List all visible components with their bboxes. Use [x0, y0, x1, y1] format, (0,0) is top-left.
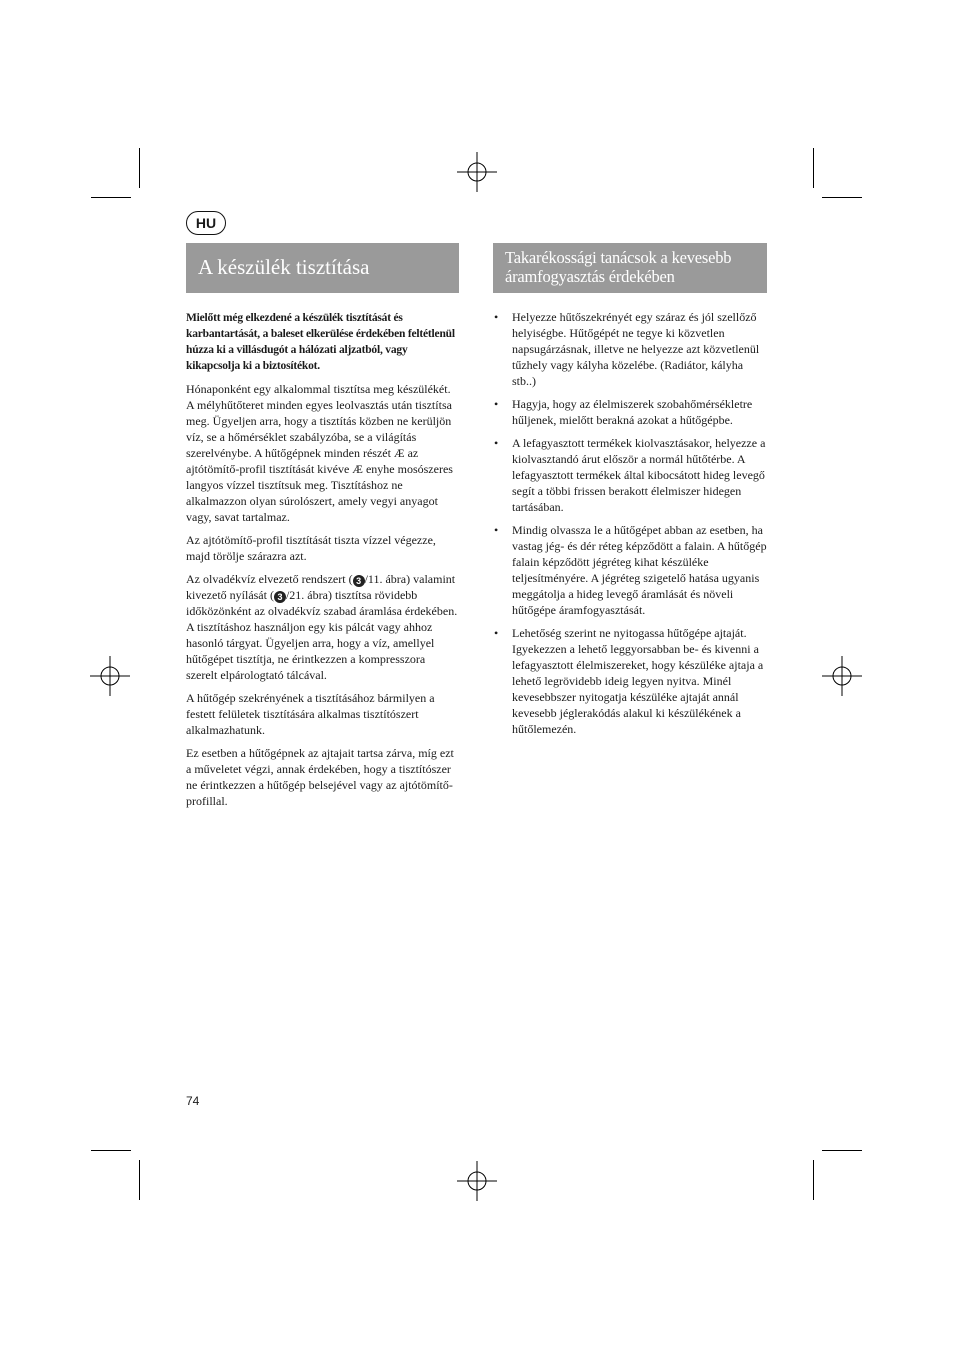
bullet-icon: •	[494, 436, 499, 450]
page-number: 74	[186, 1094, 200, 1108]
registration-mark-icon	[457, 1161, 497, 1201]
paragraph: Ez esetben a hűtőgépnek az ajtajait tartsa zárva, míg ezt a műveletet végzi, annak érdekében, hogy a tisztítószer ne érintkezzen a hűtőgép belsejével vagy az ajtótömítő-profillal.	[186, 746, 454, 808]
list-item	[494, 396, 767, 428]
crop-mark	[91, 1150, 131, 1151]
registration-mark-icon	[457, 152, 497, 192]
saving-tips-column	[494, 309, 767, 744]
bullet-icon: •	[494, 397, 499, 411]
safety-warning: Mielőtt még elkezdené a készülék tisztítását és karbantartását, a baleset elkerülése érdekében feltétlenül húzza ki a villásdugót a hálózati aljzatból, vagy kikapcsolja ki a biztosítékot.	[186, 312, 455, 372]
figure-number-icon: 3	[353, 575, 365, 587]
crop-mark	[139, 148, 140, 188]
paragraph: Az ajtótömítő-profil tisztítását tiszta vízzel végezze, majd törölje szárazra azt.	[186, 533, 436, 563]
list-item	[494, 522, 767, 618]
paragraph: A hűtőgép szekrényének a tisztításához bármilyen a festett felületek tisztítására alkalmas tisztítószert alkalmazhatunk.	[186, 691, 435, 737]
cleaning-column	[186, 310, 458, 816]
crop-mark	[822, 1150, 862, 1151]
tip-text: Helyezze hűtőszekrényét egy száraz és jól szellőző helyiségbe. Hűtőgépét ne tegye ki közvetlen napsugárzásnak, illetve ne helyezze azt közvetlenül tűzhely vagy kályha közelébe. (Radiátor, kályha stb..)	[512, 310, 760, 388]
tip-text: Mindig olvassza le a hűtőgépet abban az esetben, ha vastag jég- és dér réteg képződött a falain. A hűtőgép falain képződött jégréteg kihat készüléke teljesítményére. A jégréteg szigetelő hatása ugyanis meggátolja a hideg levegő áramlását és növeli hűtőgépe áramfogyasztását.	[512, 523, 767, 617]
crop-mark	[91, 197, 131, 198]
heading-line: áramfogyasztás érdekében	[505, 267, 675, 286]
tip-text: A lefagyasztott termékek kiolvasztásakor, helyezze a kiolvasztandó árut először a normál hűtőtérbe. A lefagyasztott termékek által kibocsátott hideg levegő segít a többi frissen berakott élelmiszer hidegen tartásában.	[512, 436, 766, 514]
crop-mark	[813, 148, 814, 188]
registration-mark-icon	[90, 656, 130, 696]
list-item	[494, 309, 767, 389]
crop-mark	[139, 1160, 140, 1200]
crop-mark	[822, 197, 862, 198]
section-heading-cleaning: A készülék tisztítása	[186, 243, 459, 293]
heading-line: Takarékossági tanácsok a kevesebb	[505, 248, 732, 267]
list-item	[494, 625, 767, 737]
tip-text: Hagyja, hogy az élelmiszerek szobahőmérsékletre hűljenek, mielőtt berakná azokat a hűtőgépbe.	[512, 397, 753, 427]
tip-text: Lehetőség szerint ne nyitogassa hűtőgépe ajtaját. Igyekezzen a lehető leggyorsabban be- és kivenni a lefagyasztott élelmiszereket, hogy készüléke ajtaja a lehető legrövidebb ideig legyen nyitva. Minél kevesebbszer nyitogatja készüléke ajtaját annál kevesebb jéglerakódás alakul ki készülékének a hűtőlemezén.	[512, 626, 764, 736]
language-badge: HU	[186, 211, 226, 235]
text-run: /21. ábra) tisztítsa rövidebb időközönként az olvadékvíz szabad áramlása érdekében. A tisztításhoz használjon egy kis pálcát vagy ahhoz hasonló tárgyat. Ügyeljen arra, hogy a víz, amellyel hűtőgépet tisztítja, ne érintkezzen a kompresszora szerelt elpárologtató tálcával.	[186, 588, 458, 682]
text-run: Az olvadékvíz elvezető rendszert (	[186, 572, 353, 586]
bullet-icon: •	[494, 523, 499, 537]
paragraph-drain	[186, 571, 458, 683]
section-heading-saving-tips	[493, 243, 767, 293]
registration-mark-icon	[822, 656, 862, 696]
bullet-icon: •	[494, 310, 499, 324]
bullet-icon: •	[494, 626, 499, 640]
tips-list	[494, 309, 767, 737]
paragraph: Hónaponként egy alkalommal tisztítsa meg készülékét. A mélyhűtőteret minden egyes leolvasztás után tisztítsa meg. Ügyeljen arra, hogy a tisztítás közben ne kerüljön víz, se a hőmérséklet szabályzóba, se a világítás szerelvénybe. A hűtőgépnek minden részét Æ az ajtótömítő-profil tisztítását kivéve Æ enyhe mosószeres langyos vízzel tisztítsuk meg. Tisztításhoz ne alkalmazzon olyan súrolószert, amely vegyi anyagot vagy, savat tartalmaz.	[186, 382, 453, 524]
list-item	[494, 435, 767, 515]
crop-mark	[813, 1160, 814, 1200]
text-run: /11. ábra) valamint kivezető nyílását (	[186, 572, 456, 602]
figure-number-icon: 3	[274, 591, 286, 603]
